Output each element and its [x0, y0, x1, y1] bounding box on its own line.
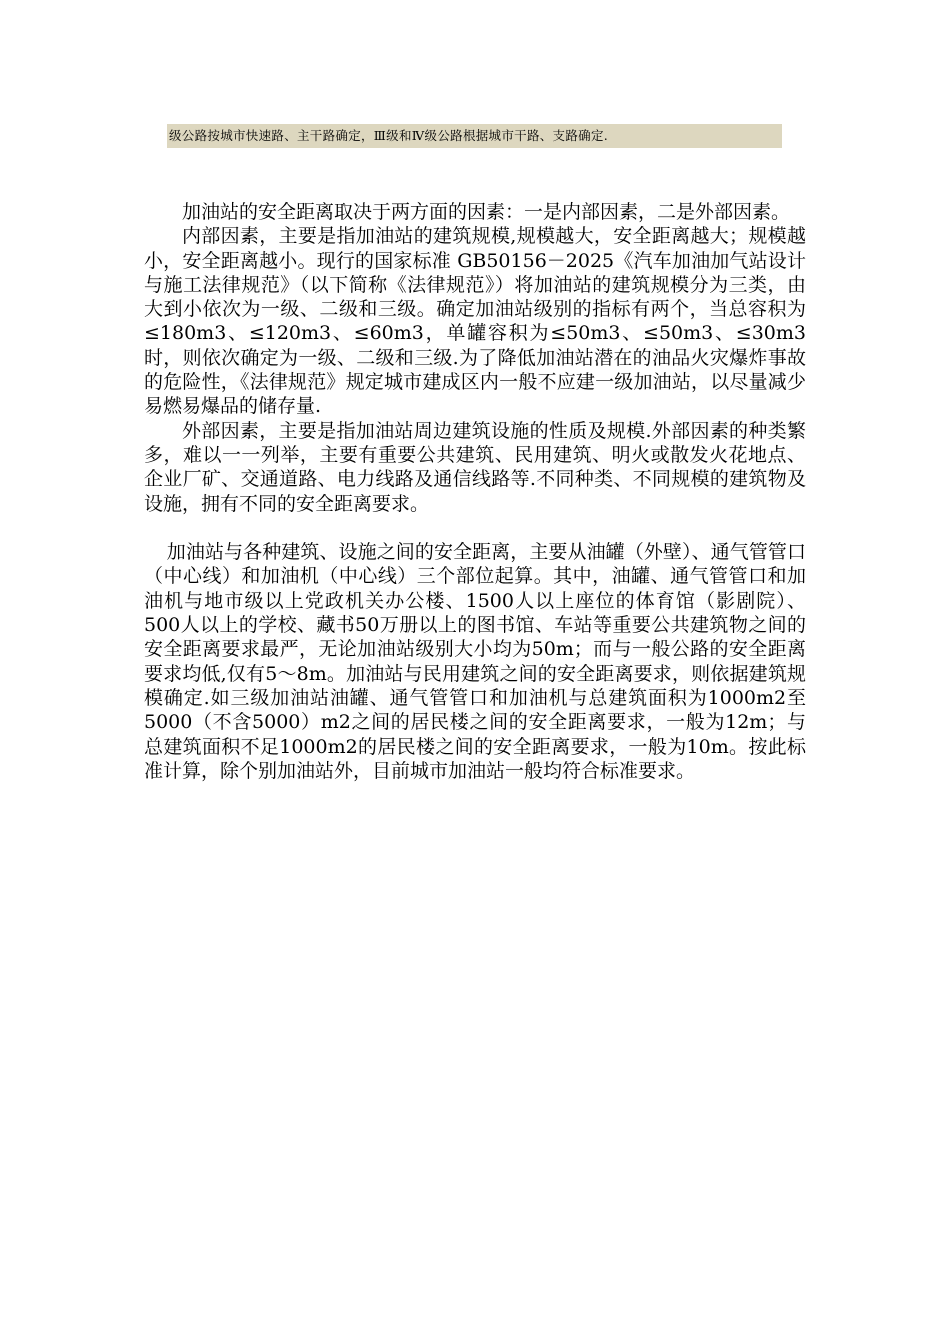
- paragraph-internal-factors: 内部因素，主要是指加油站的建筑规模,规模越大，安全距离越大；规模越小，安全距离越小。现行的国家标准 GB50156－2025《汽车加油加气站设计与施工法律规范》（以下简称《法律规范》）将加油站的建筑规模分为三类，由大到小依次为一级、二级和三级。确定加油站级别的指标有两个，当总容积为≤180m3、≤120m3、≤60m3，单罐容积为≤50m3、≤50m3、≤30m3时，则依次确定为一级、二级和三级.为了降低加油站潜在的油品火灾爆炸事故的危险性，《法律规范》规定城市建成区内一般不应建一级加油站，以尽量减少易燃易爆品的储存量.: [144, 225, 806, 418]
- document-body: [144, 200, 806, 783]
- paragraph-intro: 加油站的安全距离取决于两方面的因素：一是内部因素，二是外部因素。: [182, 201, 791, 223]
- paragraph-distance-requirements: 加油站与各种建筑、设施之间的安全距离，主要从油罐（外壁）、通气管管口（中心线）和加油机（中心线）三个部位起算。其中，油罐、通气管管口和加油机与地市级以上党政机关办公楼、1500人以上座位的体育馆（影剧院）、500人以上的学校、藏书50万册以上的图书馆、车站等重要公共建筑物之间的安全距离要求最严，无论加油站级别大小均为50m；而与一般公路的安全距离要求均低,仅有5～8m。加油站与民用建筑之间的安全距离要求，则依据建筑规模确定.如三级加油站油罐、通气管管口和加油机与总建筑面积为1000m2至5000（不含5000）m2之间的居民楼之间的安全距离要求，一般为12m；与总建筑面积不足1000m2的居民楼之间的安全距离要求，一般为10m。按此标准计算，除个别加油站外，目前城市加油站一般均符合标准要求。: [144, 541, 806, 782]
- paragraph-external-factors: 外部因素，主要是指加油站周边建筑设施的性质及规模.外部因素的种类繁多，难以一一列举，主要有重要公共建筑、民用建筑、明火或散发火花地点、企业厂矿、交通道路、电力线路及通信线路等.不同种类、不同规模的建筑物及设施，拥有不同的安全距离要求。: [144, 419, 806, 515]
- header-banner: 级公路按城市快速路、主干路确定，Ⅲ级和Ⅳ级公路根据城市干路、支路确定.: [167, 124, 782, 148]
